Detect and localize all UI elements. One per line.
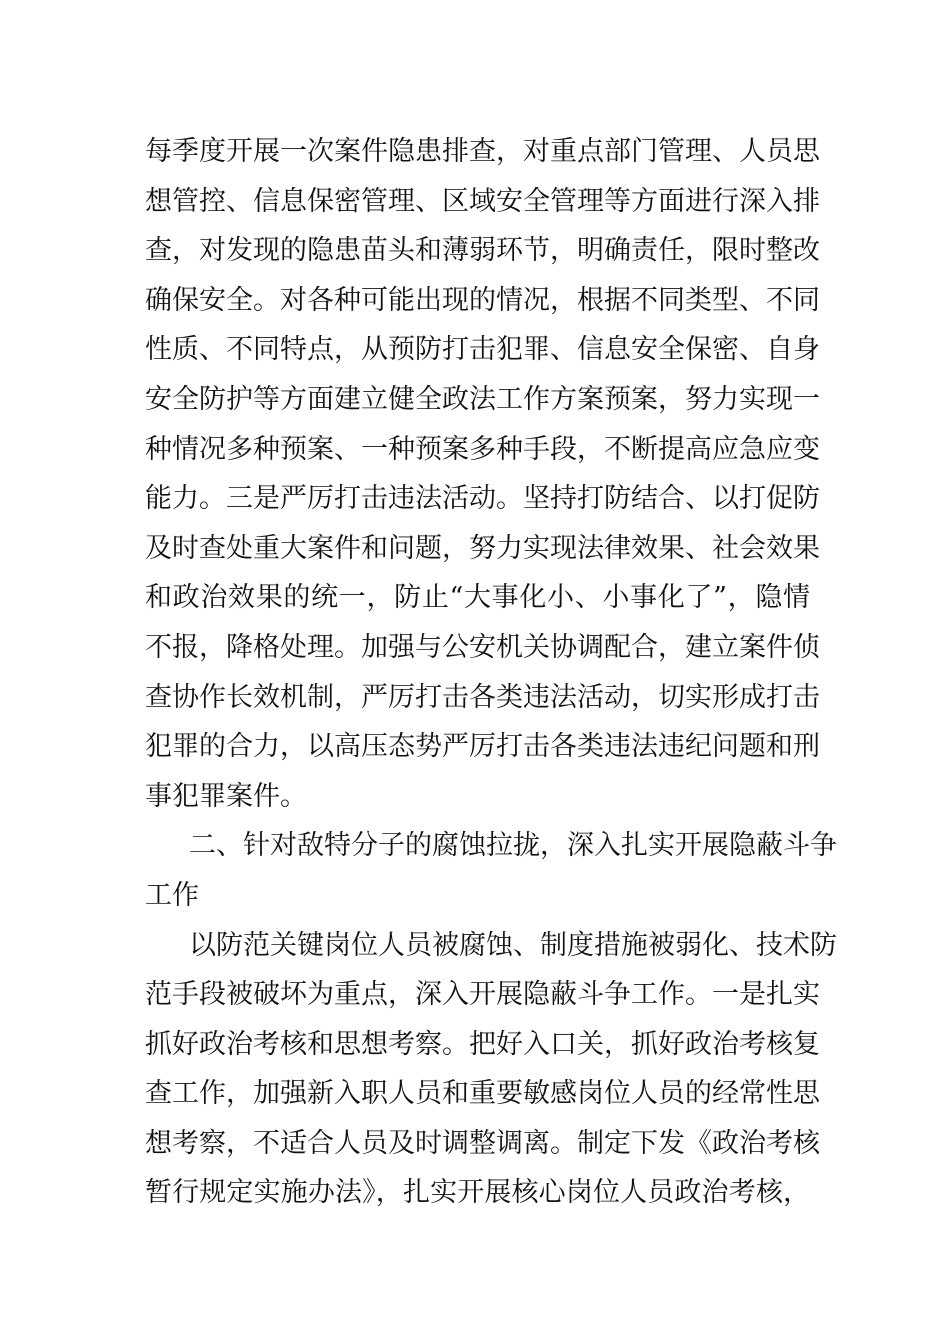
text-line: 不报，降格处理。加强与公安机关协调配合，建立案件侦 <box>145 631 820 663</box>
text-line: 确保安全。对各种可能出现的情况，根据不同类型、不同 <box>145 284 820 316</box>
text-line: 种情况多种预案、一种预案多种手段，不断提高应急应变 <box>145 433 820 465</box>
text-line: 每季度开展一次案件隐患排查，对重点部门管理、人员思 <box>145 136 820 167</box>
text-line: 安全防护等方面建立健全政法工作方案预案，努力实现一 <box>145 383 820 415</box>
text-line: 范手段被破坏为重点，深入开展隐蔽斗争工作。一是扎实 <box>145 979 820 1011</box>
text-line: 能力。三是严厉打击违法活动。坚持打防结合、以打促防 <box>145 483 820 515</box>
text-line: 查，对发现的隐患苗头和薄弱环节，明确责任，限时整改 <box>145 235 820 267</box>
text-line: 暂行规定实施办法》，扎实开展核心岗位人员政治考核， <box>145 1177 810 1209</box>
text-line: 事犯罪案件。 <box>145 780 307 812</box>
text-line: 查工作，加强新入职人员和重要敏感岗位人员的经常性思 <box>145 1078 820 1110</box>
text-line: 及时查处重大案件和问题，努力实现法律效果、社会效果 <box>145 532 820 564</box>
text-line: 查协作长效机制，严厉打击各类违法活动，切实形成打击 <box>145 681 820 713</box>
text-line: 犯罪的合力，以高压态势严厉打击各类违法违纪问题和刑 <box>145 731 820 763</box>
text-line: 想考察，不适合人员及时调整调离。制定下发《政治考核 <box>145 1127 820 1159</box>
section-heading-cont: 工作 <box>145 879 199 911</box>
text-line: 和政治效果的统一，防止“大事化小、小事化了”，隐情 <box>145 582 810 614</box>
document-body <box>145 127 837 1218</box>
text-line: 抓好政治考核和思想考察。把好入口关，抓好政治考核复 <box>145 1028 820 1060</box>
text-line: 以防范关键岗位人员被腐蚀、制度措施被弱化、技术防 <box>189 929 837 961</box>
section-heading: 二、针对敌特分子的腐蚀拉拢，深入扎实开展隐蔽斗争 <box>189 830 837 862</box>
text-line: 想管控、信息保密管理、区域安全管理等方面进行深入排 <box>145 185 820 217</box>
text-line: 性质、不同特点，从预防打击犯罪、信息安全保密、自身 <box>145 334 820 366</box>
